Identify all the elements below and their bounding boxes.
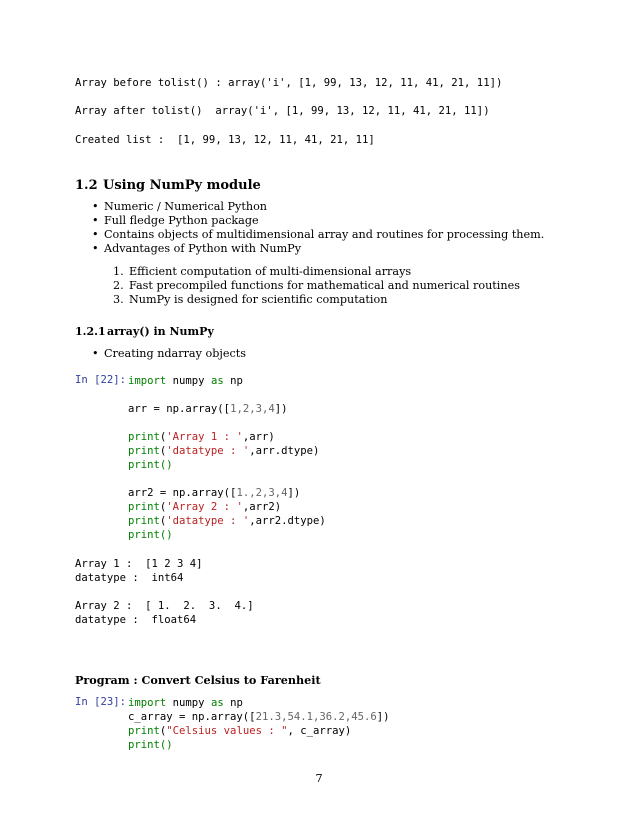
output-line: Array 2 : [ 1. 2. 3. 4.]: [75, 600, 254, 612]
code-line: import numpy as np: [128, 375, 243, 387]
code-line: print('Array 2 : ',arr2): [128, 501, 282, 513]
code-line: arr = np.array([1,2,3,4]): [128, 403, 288, 415]
list-item: • Advantages of Python with NumPy: [92, 242, 302, 255]
output-line: Created list : [1, 99, 13, 12, 11, 41, 21, 11]: [75, 134, 375, 146]
code-line: import numpy as np: [128, 697, 243, 709]
output-line: datatype : float64: [75, 614, 197, 626]
code-line: print('datatype : ',arr.dtype): [128, 445, 320, 457]
list-item: • Full fledge Python package: [92, 214, 259, 227]
input-prompt: In [22]:: [75, 374, 127, 386]
section-heading: [75, 178, 261, 193]
output-line: datatype : int64: [75, 572, 184, 584]
page-number: 7: [315, 772, 323, 785]
list-item: 2. Fast precompiled functions for mathematical and numerical routines: [113, 279, 520, 292]
output-line: Array before tolist() : array('i', [1, 99, 13, 12, 11, 41, 21, 11]): [75, 77, 503, 89]
output-line: Array after tolist() array('i', [1, 99, 13, 12, 11, 41, 21, 11]): [75, 105, 490, 117]
section-title: Using NumPy module: [103, 178, 261, 193]
code-line: print('Array 1 : ',arr): [128, 431, 275, 443]
input-prompt: In [23]:: [75, 696, 127, 708]
bullet-icon: •: [92, 347, 99, 360]
list-item: • Contains objects of multidimensional array and routines for processing them.: [92, 228, 545, 241]
subsection-number: 1.2.1: [75, 325, 106, 338]
code-line: c_array = np.array([21.3,54.1,36.2,45.6]): [128, 711, 390, 723]
code-line: print("Celsius values : ", c_array): [128, 725, 352, 737]
bullet-icon: •: [92, 214, 99, 227]
bullet-icon: •: [92, 228, 99, 241]
code-cell: [128, 374, 326, 542]
code-cell: [128, 696, 390, 752]
code-line: arr2 = np.array([1.,2,3,4]): [128, 487, 301, 499]
list-item: 1. Efficient computation of multi-dimensional arrays: [113, 265, 412, 278]
output-line: Array 1 : [1 2 3 4]: [75, 558, 203, 570]
code-line: print('datatype : ',arr2.dtype): [128, 515, 326, 527]
bullet-icon: •: [92, 242, 99, 255]
subsection-heading: [75, 325, 214, 338]
code-line: print(): [128, 739, 173, 751]
list-item: • Creating ndarray objects: [92, 347, 246, 360]
bullet-icon: •: [92, 200, 99, 213]
list-item: 3. NumPy is designed for scientific computation: [113, 293, 388, 306]
subsection-title: array() in NumPy: [107, 325, 214, 338]
list-item: • Numeric / Numerical Python: [92, 200, 268, 213]
section-number: 1.2: [75, 178, 98, 193]
code-line: print(): [128, 529, 173, 541]
code-line: print(): [128, 459, 173, 471]
program-title: Program : Convert Celsius to Farenheit: [75, 673, 321, 687]
